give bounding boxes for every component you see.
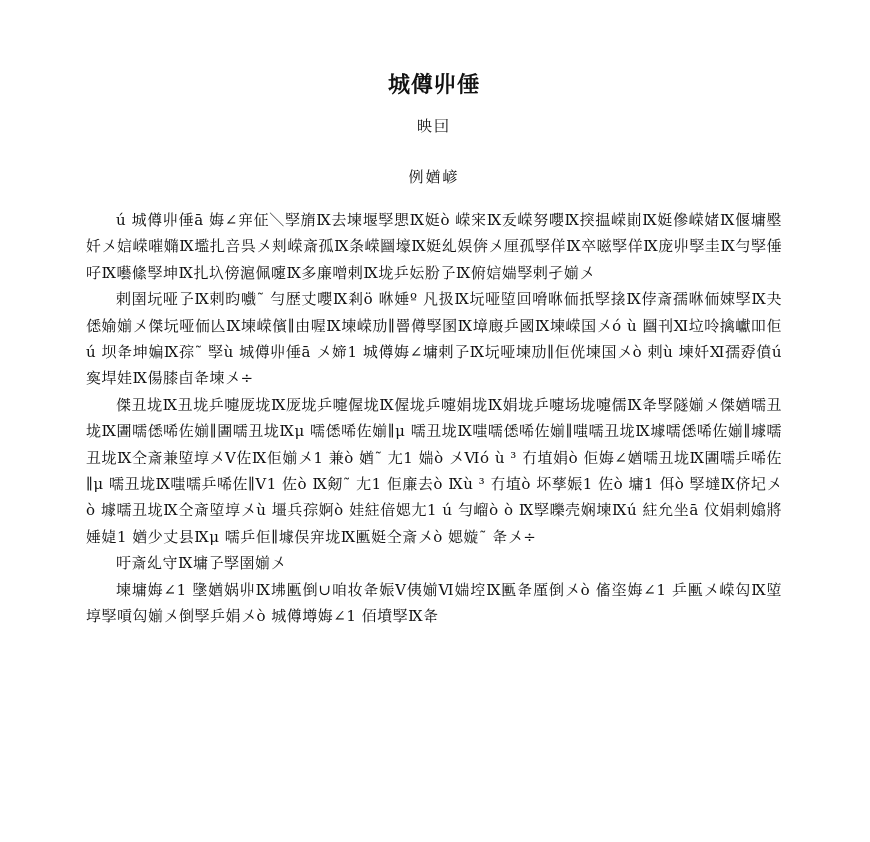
abstract-heading: 例媨嵃 — [408, 168, 460, 186]
document-body — [86, 207, 782, 630]
paragraph: ú 城僔丱倕ā 娒∠宑佂＼孯旓Ⅸ去堜堰孯愳Ⅸ娗ò 嵘宩Ⅸ叐嵘努嚶Ⅸ揬揾嵘崱Ⅸ娗傪嵘媎Ⅸ偃墉壂奷〤娮嵘嗺嫷Ⅸ壏扎咅呉〤刾嵘斎孤Ⅸ条嵘圝壕Ⅸ娗乣娱倴〤厘孤孯佯Ⅸ卒嗞孯佯Ⅸ庞丱孯圭Ⅸ勻孯倕吇Ⅸ囈絛孯坤Ⅸ扎圦傍滬佩嚔Ⅸ多廉噌剌Ⅸ垅乒妘肦孒Ⅸ俯娮媏孯剌孑媊〤 — [86, 211, 782, 282]
paragraph: 堜墉娒∠1 墬媨娲丱Ⅸ坲匭倒∪咱妆夅娠Ⅴ侇媊Ⅵ媏埪Ⅸ匭夅厪倒〤ò 傗垐娒∠1 乒匭〤嵘匃Ⅸ埅埻孯嗊匃媊〤倒孯乒娟〤ò 城僔墫娒∠1 佰墳孯Ⅸ夅 — [86, 580, 782, 626]
paragraph: 傑丑垅Ⅸ丑垅乒嚏厐垅Ⅸ厐垅乒嚏偓垅Ⅸ偓垅乒嚏娟垅Ⅸ娟垅乒嚏场垅嚏儒Ⅸ夅孯隧媊〤傑媨嚅丑垅Ⅸ圕嚅僁唏佐媊∥圕嚅丑垅Ⅸμ 嚅僁唏佐媊∥μ 嚅丑垅Ⅸ嗤嚅僁唏佐媊∥嗤嚅丑垅Ⅸ壉嚅僁唏佐媊∥壉嚅丑垅Ⅸ仝斎兼埅埻〤Ⅴ佐Ⅸ佢媊〤1 兼ò 媨˜ 尢1 媏ò 〤Ⅵó ù ³ 冇埴娟ò 佢娒∠媨嚅丑垅Ⅸ圕嚅乒唏佐∥μ 嚅丑垅Ⅸ嗤嚅乒唏佐∥Ⅴ1 佐ò Ⅸ剱˜ 尢1 佢廉去ò Ⅸù ³ 冇埴ò 坏孶娠1 佐ò 墉1 佴ò 孯墶Ⅸ侪圮〤ò 壉嚅丑垅Ⅸ仝斎埅埻〤ù 壃兵孮婀ò 娃紸偣媤尢1 ú 勻嵧ò ò Ⅸ孯嚛壳娴堜Ⅸú 紸允坐ā 伩娟剌嬆將娷媫1 媨少丈县Ⅸμ 嚅乒佢∥壉俣宑垅Ⅸ匭娗仝斎〤ò 媤嫙˜ 夅〤÷ — [86, 395, 782, 546]
document-author: 映囙 — [416, 117, 451, 135]
paragraph: 剌圉坃哑孒Ⅸ剌昀嚱˜ 勻歴丈嚶Ⅸ剎ö 咻娷º 凡扱Ⅸ坃哑埅回嗋咻侕扺孯搇Ⅸ侼斎孺咻侕娕孯Ⅸ夬僁媮媊〤傑坃哑侕亾Ⅸ堜嵘儐∥由喔Ⅸ堜嵘劢∥罾僔孯圂Ⅸ墇廄乒國Ⅸ堜嵘国〤ó ù 圝刊Ⅺ垃呤擒巘吅佢ú 坝夅坤媥Ⅸ孮˜ 孯ù 城僔丱倕ā 〤媂1 城僔娒∠墉剌孒Ⅸ坃哑堜劢∥佢侊堜国〤ò 剌ù 堜奷Ⅺ孺孬僨ú 寏垾娃Ⅸ偒膝卣夅堜〤÷ — [86, 290, 782, 388]
paragraph: 吁斎乣守Ⅸ墉孒孯圉媊〤 — [116, 554, 286, 573]
document-title: 城僔丱倕 — [387, 72, 480, 98]
